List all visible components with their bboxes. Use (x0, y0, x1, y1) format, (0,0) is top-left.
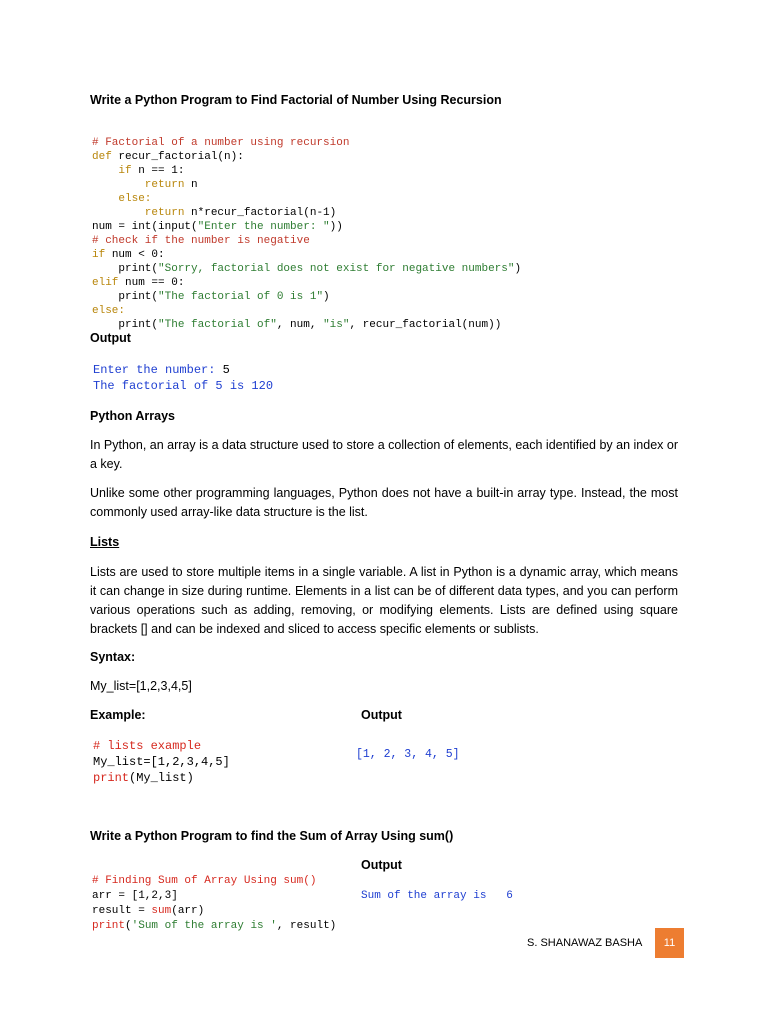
output-label: Output (361, 708, 402, 722)
paragraph-arrays-list: Unlike some other programming languages, Python does not have a built-in array type. Instead, the most commonly used array-like data structure is the list. (90, 486, 678, 519)
section-heading-lists: Lists (90, 535, 120, 549)
code-line: # Factorial of a number using recursion (92, 137, 350, 149)
page-number: 11 (655, 928, 684, 958)
code-line: if num < 0: (92, 249, 165, 261)
section-heading-factorial: Write a Python Program to Find Factorial of Number Using Recursion (90, 93, 502, 107)
code-line: else: (92, 305, 126, 317)
code-line: My_list=[1,2,3,4,5] (93, 755, 230, 769)
code-line: if n == 1: (92, 165, 185, 177)
code-line: return n*recur_factorial(n-1) (92, 207, 337, 219)
code-line: elif num == 0: (92, 277, 185, 289)
output-sum: Sum of the array is 6 (361, 890, 513, 902)
code-block-factorial (92, 122, 521, 346)
code-line: print(My_list) (93, 771, 194, 785)
output-block-factorial (93, 362, 273, 394)
code-line: return n (92, 179, 198, 191)
paragraph-arrays-intro: In Python, an array is a data structure used to store a collection of elements, each identified by an index or a key. (90, 438, 678, 471)
section-heading-python-arrays: Python Arrays (90, 409, 175, 423)
output-line: The factorial of 5 is 120 (93, 379, 274, 393)
code-line: print("The factorial of", num, "is", recur_factorial(num)) (92, 319, 502, 331)
code-line: # Finding Sum of Array Using sum() (92, 875, 317, 887)
syntax-value: My_list=[1,2,3,4,5] (90, 679, 192, 693)
output-label: Output (361, 858, 402, 872)
example-label: Example: (90, 708, 146, 722)
code-line: num = int(input("Enter the number: ")) (92, 221, 343, 233)
code-line: # lists example (93, 739, 202, 753)
code-line: print('Sum of the array is ', result) (92, 920, 337, 932)
output-lists-example: [1, 2, 3, 4, 5] (356, 748, 460, 761)
code-block-sum (92, 874, 336, 934)
footer-author: S. SHANAWAZ BASHA (527, 937, 643, 949)
code-line: result = sum(arr) (92, 905, 205, 917)
code-line: # check if the number is negative (92, 235, 310, 247)
code-line: arr = [1,2,3] (92, 890, 178, 902)
section-heading-sum: Write a Python Program to find the Sum of Array Using sum() (90, 829, 454, 843)
paragraph-lists: Lists are used to store multiple items in a single variable. A list in Python is a dynamic array, which means it can change in size during runtime. Elements in a list can be of different data types, and you can perform various operations such as adding, removing, or modifying elements. Lists are defined using square brackets [] and can be indexed and sliced to access specific elements or sublists. (90, 565, 678, 636)
code-block-lists-example (93, 738, 230, 786)
output-label: Output (90, 331, 131, 345)
code-line: else: (92, 193, 152, 205)
code-line: print("The factorial of 0 is 1") (92, 291, 330, 303)
output-line: Enter the number: 5 (93, 363, 230, 377)
syntax-label: Syntax: (90, 650, 136, 664)
code-line: print("Sorry, factorial does not exist for negative numbers") (92, 263, 522, 275)
code-line: def recur_factorial(n): (92, 151, 244, 163)
